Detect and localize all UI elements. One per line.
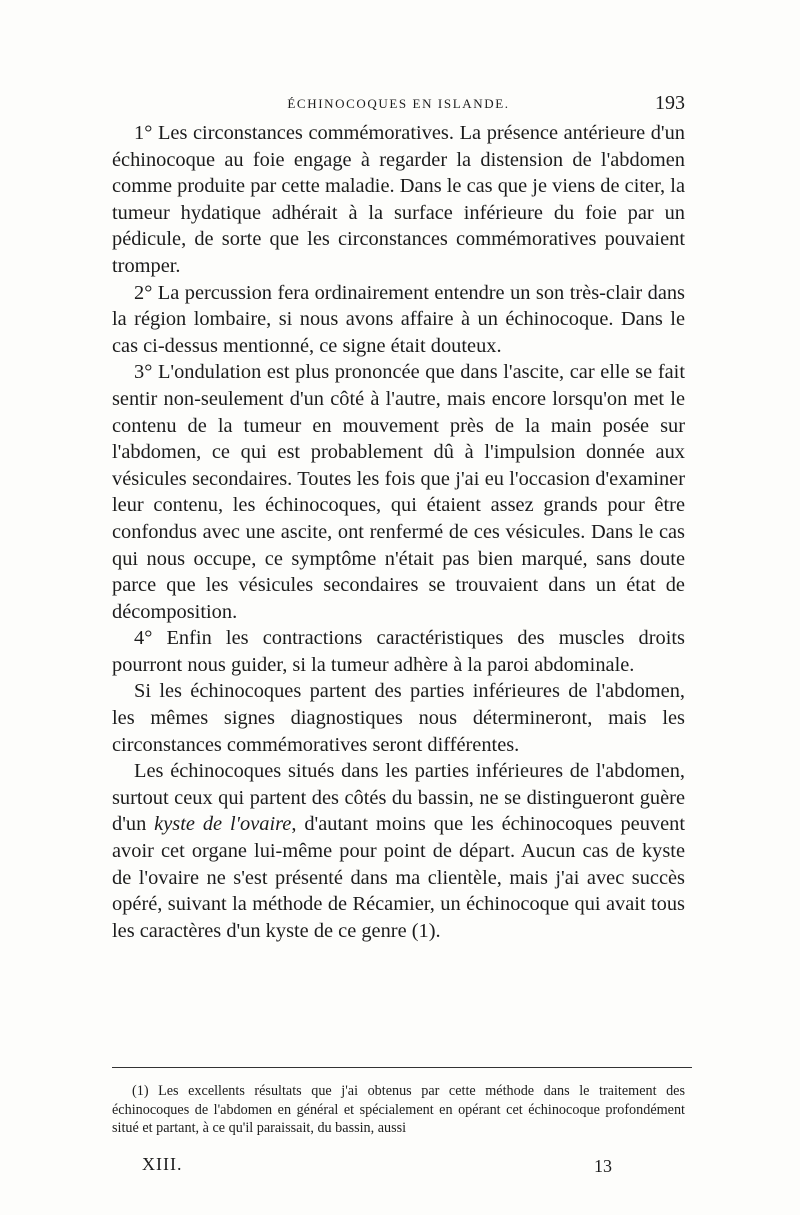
page-header [112,92,685,116]
running-title: ÉCHINOCOQUES EN ISLANDE. [287,96,510,111]
paragraph-6-end: , d'autant moins que les échinocoques peuvent avoir cet organe lui-même pour point de départ. Aucun cas de kyste de l'ovaire ne s'est présenté dans ma clientèle, mais j'ai avec succès opéré, suivant la méthode de Récamier, un échinocoque qui avait tous les caractères d'un kyste de ce genre (1). [112,813,686,942]
paragraph-6 [112,758,685,944]
paragraph-4: 4° Enfin les contractions caractéristiques des muscles droits pourront nous guider, si la tumeur adhère à la paroi abdominale. [112,627,685,676]
paragraph-2: 2° La percussion fera ordinairement entendre un son très-clair dans la région lombaire, si nous avons affaire à un échinocoque. Dans le cas ci-dessus mentionné, ce signe était douteux. [112,281,685,357]
paragraph-6-start: Les échinocoques situés dans les parties inférieures de l'abdomen, surtout ceux qui partent des côtés du bassin, ne se distingueront guère d'un [112,760,685,836]
italic-term: kyste de l'ovaire [154,813,292,836]
footnote-rule [112,1067,692,1068]
footnote [112,1082,685,1138]
volume-signature: XIII. [142,1154,183,1174]
main-text [112,120,685,944]
page-number: 193 [655,92,685,114]
footnote-text: (1) Les excellents résultats que j'ai obtenus par cette méthode dans le traitement des échinocoques de l'abdomen en général et spécialement en opérant cet échinocoque profondément situé et partant, à ce qu'il paraissait, du bassin, aussi [112,1083,685,1136]
paragraph-1: 1° Les circonstances commémoratives. La présence antérieure d'un échinocoque au foie engage à regarder la distension de l'abdomen comme produite par cette maladie. Dans le cas que je viens de citer, la tumeur hydatique adhérait à la surface inférieure du foie par un pédicule, de sorte que les circonstances commémoratives pouvaient tromper. [112,122,685,277]
paragraph-5: Si les échinocoques partent des parties inférieures de l'abdomen, les mêmes signes diagnostiques nous détermineront, mais les circonstances commémoratives seront différentes. [112,680,685,756]
sheet-signature: 13 [594,1156,612,1176]
paragraph-3: 3° L'ondulation est plus prononcée que dans l'ascite, car elle se fait sentir non-seulement d'un côté à l'autre, mais encore lorsqu'on met le contenu de la tumeur en mouvement près de la main posée sur l'abdomen, ce qui est probablement dû à l'impulsion donnée aux vésicules secondaires. Toutes les fois que j'ai eu l'occasion d'examiner leur contenu, les échinocoques, qui étaient assez grands pour être confondus avec une ascite, ont renfermé de ces vésicules. Dans le cas qui nous occupe, ce symptôme n'était pas bien marqué, sans doute parce que les vésicules secondaires se trouvaient dans un état de décomposition. [112,361,685,623]
